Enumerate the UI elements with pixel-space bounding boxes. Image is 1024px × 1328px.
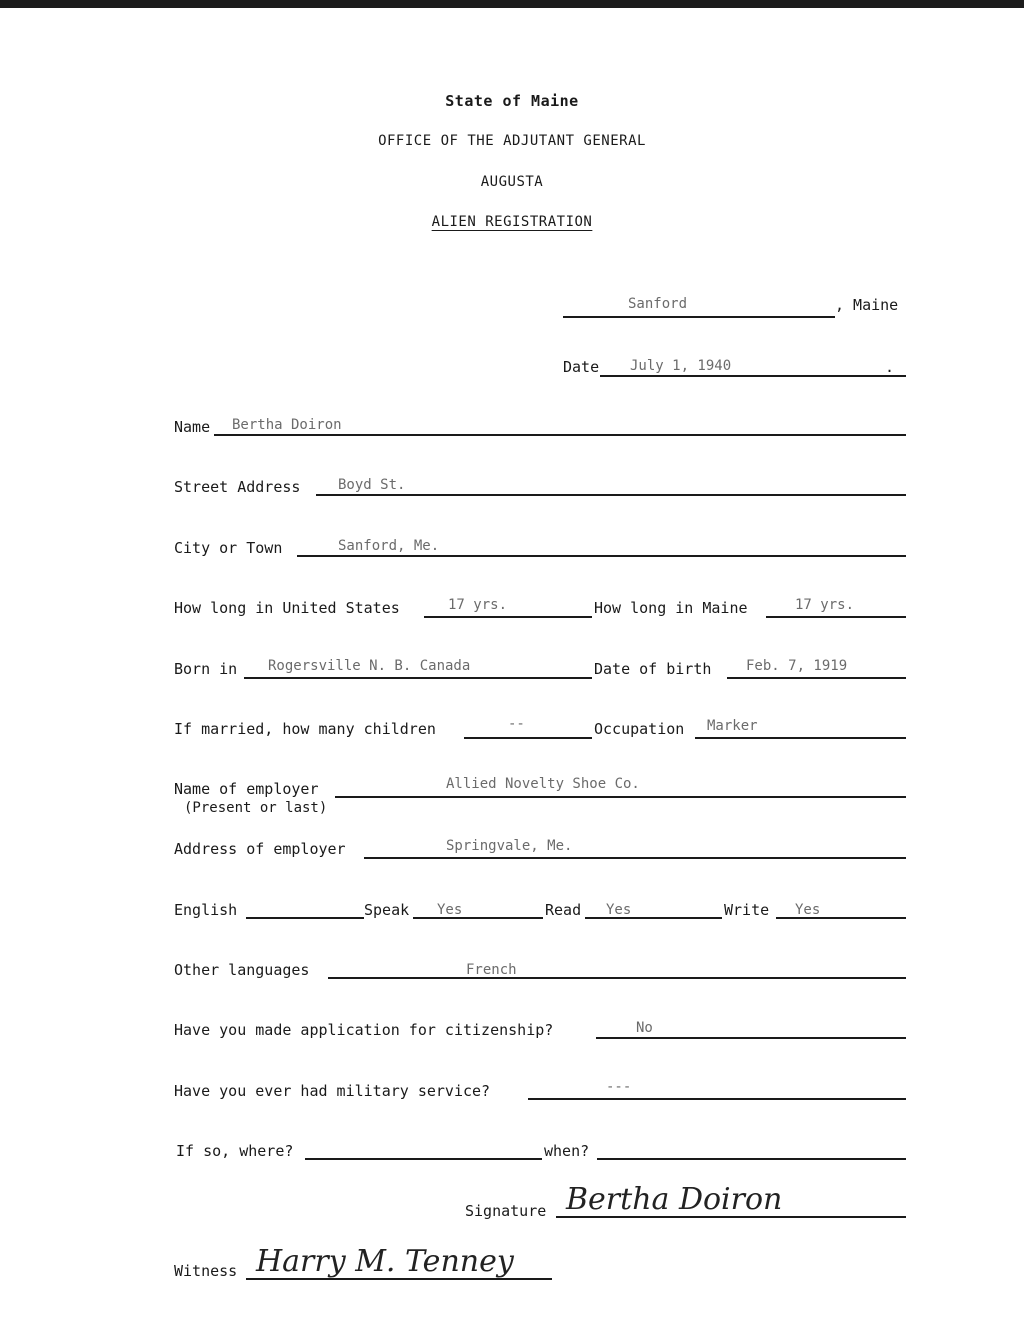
name-line [214, 434, 906, 436]
street-label: Street Address [174, 478, 301, 496]
street-line [316, 494, 906, 496]
name-label: Name [174, 418, 211, 436]
scan-top-edge [0, 0, 1024, 8]
read-value: Yes [606, 902, 632, 918]
date-label: Date [563, 358, 600, 376]
city-heading: AUGUSTA [480, 174, 544, 190]
military-label: Have you ever had military service? [174, 1082, 491, 1100]
military-line [528, 1098, 906, 1100]
speak-label: Speak [364, 901, 410, 919]
children-label: If married, how many children [174, 720, 436, 738]
occupation-label: Occupation [594, 720, 685, 738]
street-value: Boyd St. [338, 477, 406, 493]
location-suffix: , Maine [835, 296, 899, 314]
how-long-maine-line [766, 616, 906, 618]
how-long-maine-label: How long in Maine [594, 599, 748, 617]
witness-handwriting: Harry M. Tenney [256, 1244, 514, 1279]
name-value: Bertha Doiron [232, 417, 342, 433]
employer-address-label: Address of employer [174, 840, 346, 858]
form-title-text: ALIEN REGISTRATION [431, 214, 593, 230]
city-label: City or Town [174, 539, 283, 557]
where-line [305, 1158, 542, 1160]
dob-label: Date of birth [594, 660, 712, 678]
speak-line [413, 917, 543, 919]
employer-sublabel: (Present or last) [184, 800, 328, 816]
date-value: July 1, 1940 [630, 358, 732, 374]
write-label: Write [724, 901, 770, 919]
when-label: when? [544, 1142, 590, 1160]
employer-line [335, 796, 906, 798]
english-label: English [174, 901, 238, 919]
speak-value: Yes [437, 902, 463, 918]
location-value: Sanford [628, 296, 688, 312]
witness-line [246, 1278, 552, 1280]
employer-value: Allied Novelty Shoe Co. [446, 776, 640, 792]
citizenship-line [596, 1037, 906, 1039]
how-long-us-label: How long in United States [174, 599, 400, 617]
english-line [246, 917, 364, 919]
date-line [600, 375, 906, 377]
signature-label: Signature [465, 1202, 547, 1220]
employer-address-value: Springvale, Me. [446, 838, 573, 854]
city-line [297, 555, 906, 557]
location-line [563, 316, 835, 318]
born-in-line [244, 677, 592, 679]
date-end: . [885, 358, 895, 376]
how-long-us-value: 17 yrs. [448, 597, 508, 613]
other-languages-line [328, 977, 906, 979]
witness-label: Witness [174, 1262, 238, 1280]
form-title [0, 214, 1024, 230]
military-value: --- [606, 1079, 632, 1095]
children-value: -- [508, 716, 525, 732]
how-long-us-line [424, 616, 592, 618]
occupation-line [695, 737, 906, 739]
children-line [464, 737, 592, 739]
signature-handwriting: Bertha Doiron [566, 1182, 783, 1217]
write-line [776, 917, 906, 919]
where-label: If so, where? [176, 1142, 294, 1160]
employer-address-line [364, 857, 906, 859]
signature-line [556, 1216, 906, 1218]
citizenship-value: No [636, 1020, 653, 1036]
born-in-label: Born in [174, 660, 238, 678]
citizenship-label: Have you made application for citizenship? [174, 1021, 554, 1039]
read-line [585, 917, 722, 919]
state-heading: State of Maine [445, 92, 579, 110]
when-line [597, 1158, 906, 1160]
occupation-value: Marker [707, 718, 758, 734]
read-label: Read [545, 901, 582, 919]
how-long-maine-value: 17 yrs. [795, 597, 855, 613]
born-in-value: Rogersville N. B. Canada [268, 658, 471, 674]
other-languages-value: French [466, 962, 517, 978]
other-languages-label: Other languages [174, 961, 310, 979]
write-value: Yes [795, 902, 821, 918]
city-value: Sanford, Me. [338, 538, 440, 554]
office-heading: OFFICE OF THE ADJUTANT GENERAL [378, 133, 646, 149]
dob-line [727, 677, 906, 679]
dob-value: Feb. 7, 1919 [746, 658, 848, 674]
employer-label: Name of employer [174, 780, 319, 798]
